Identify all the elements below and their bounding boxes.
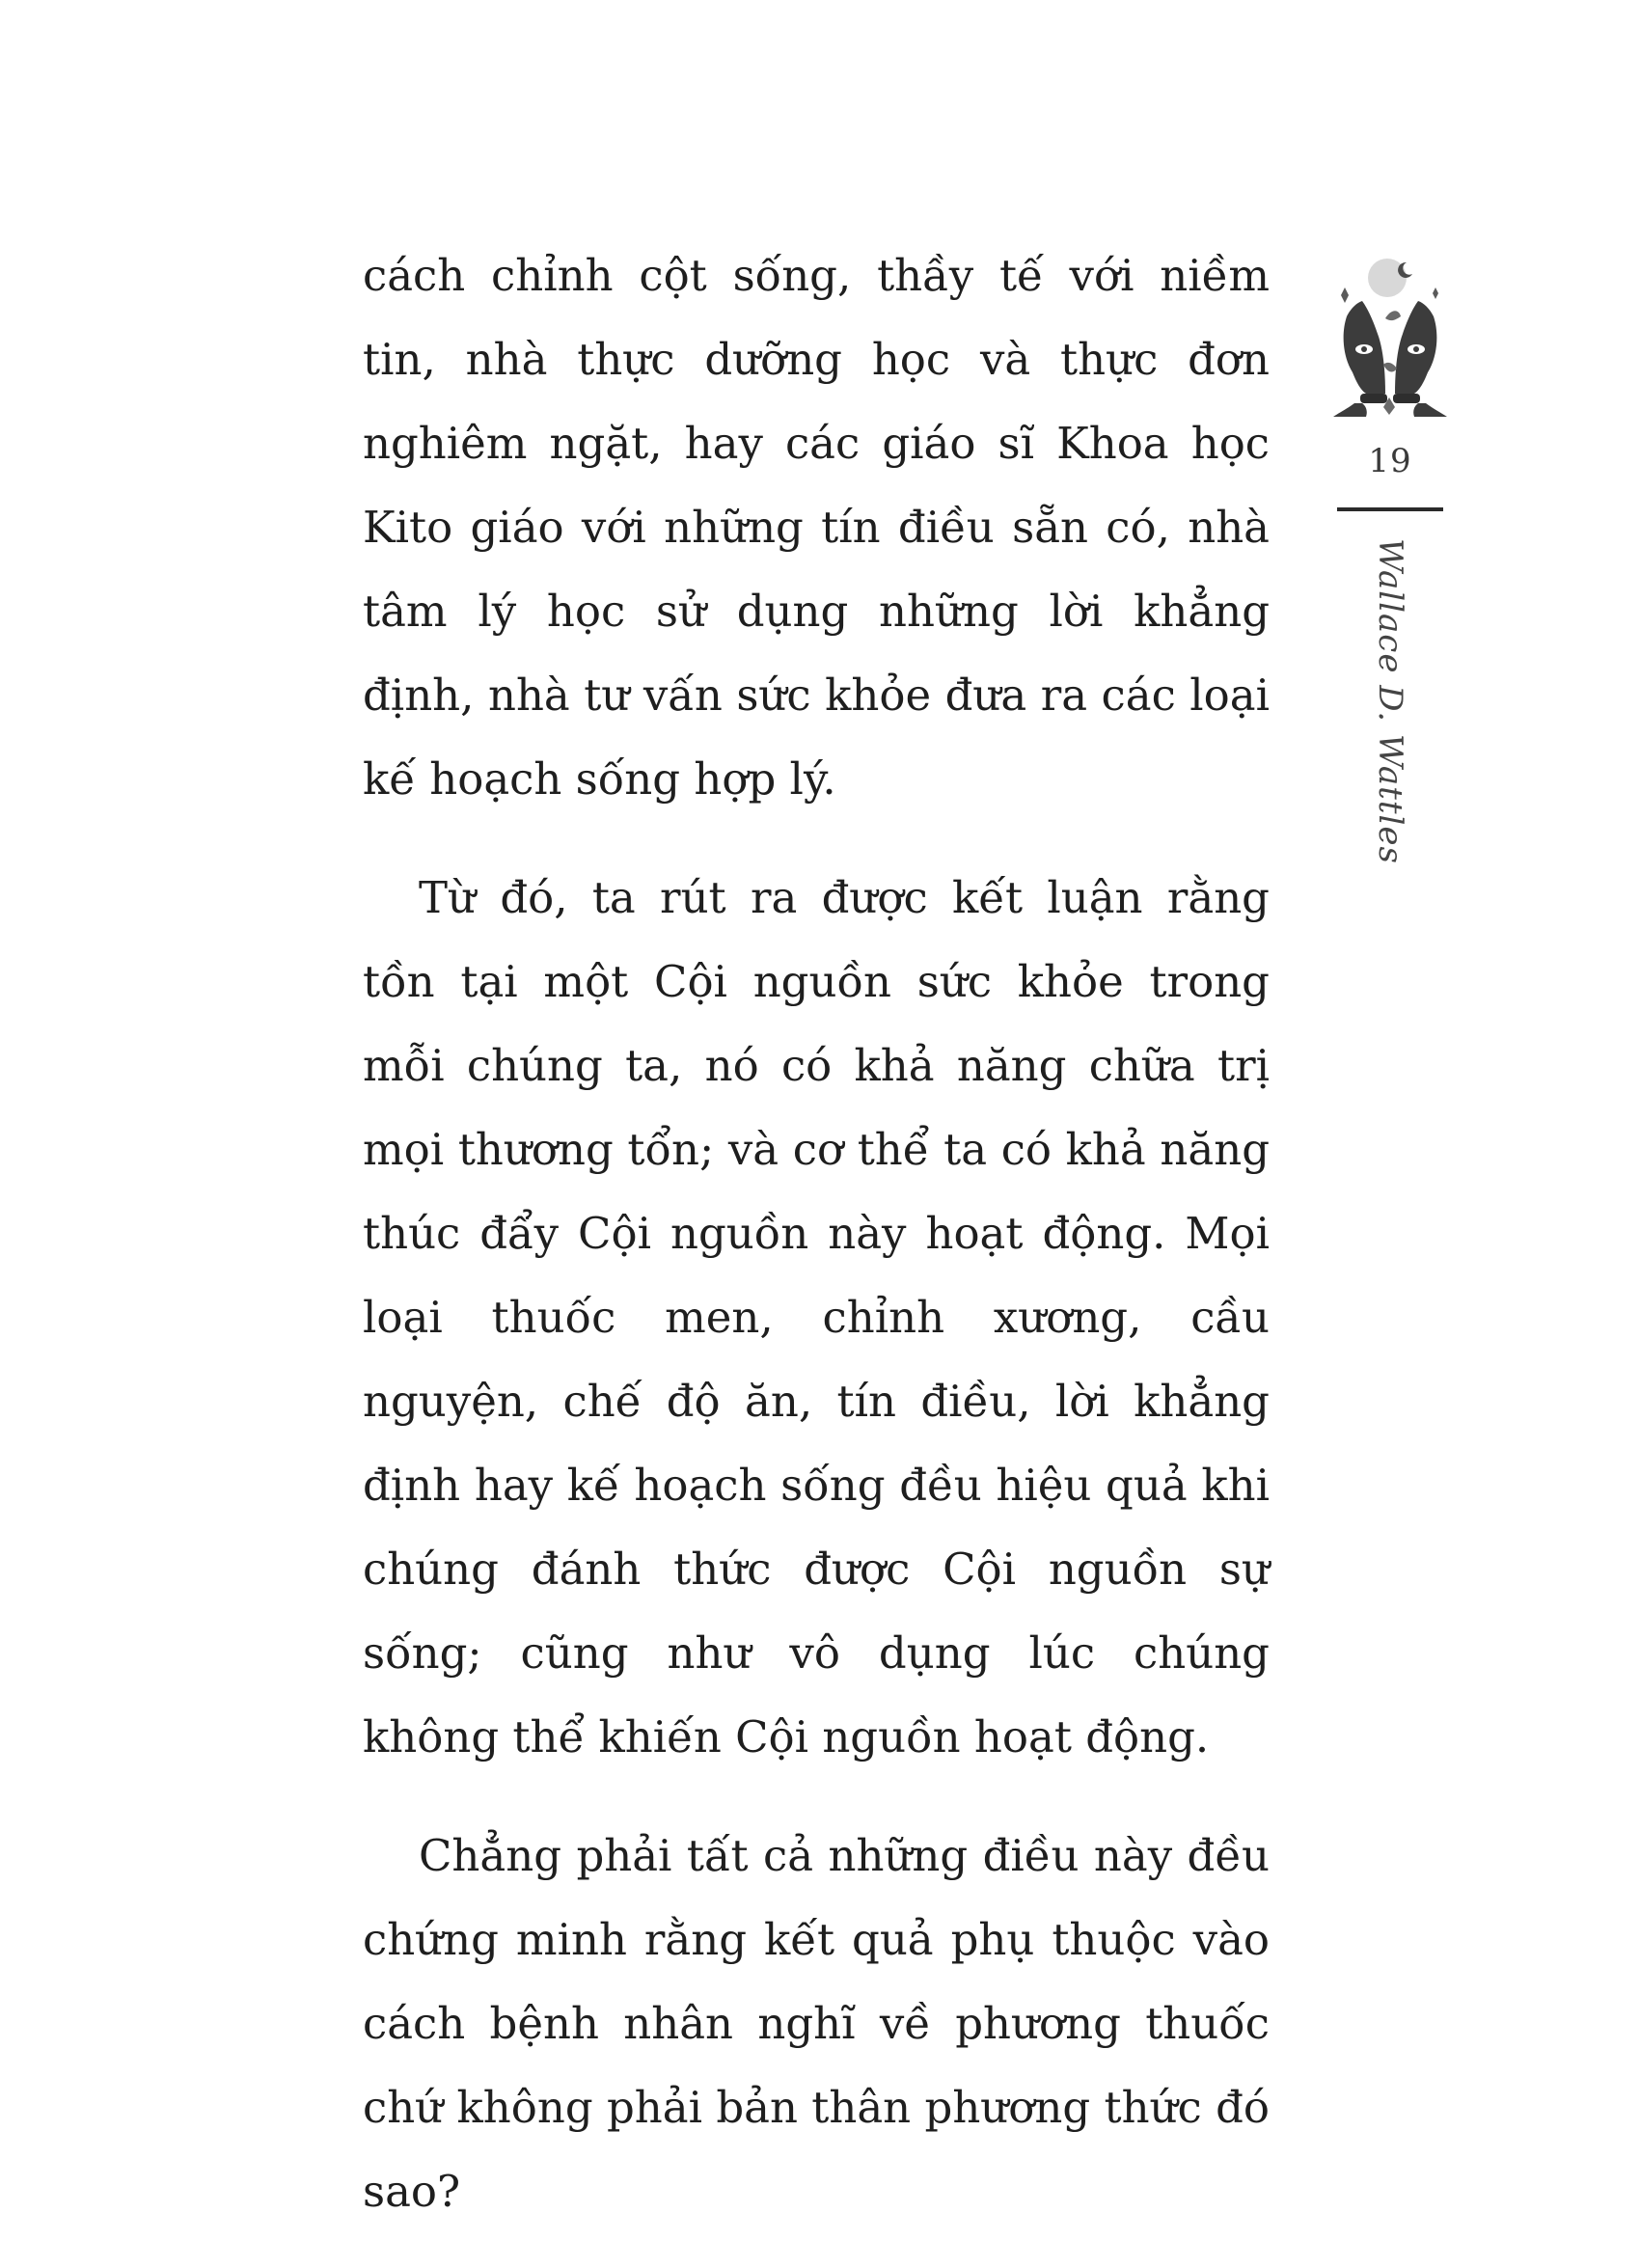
paragraph: Từ đó, ta rút ra được kết luận rằng tồn tại một Cội nguồn sức khỏe trong mỗi chúng ta, nó có khả năng chữa trị mọi thương tổn; và cơ thể ta có khả năng thúc đẩy Cội nguồn này hoạt động. Mọi loại thuốc men, chỉnh xương, cầu nguyện, chế độ ăn, tín điều, lời khẳng định hay kế hoạch sống đều hiệu quả khi chúng đánh thức được Cội nguồn sự sống; cũng như vô dụng lúc chúng không thể khiến Cội nguồn hoạt động.: [363, 872, 1270, 1762]
page-number: 19: [1368, 442, 1412, 480]
divider: [1337, 507, 1443, 511]
praying-hands-icon: [1327, 249, 1453, 423]
running-head: [1327, 249, 1453, 866]
paragraph-continued: cách chỉnh cột sống, thầy tế với niềm tin, nhà thực dưỡng học và thực đơn nghiêm ngặt, hay các giáo sĩ Khoa học Kito giáo với những tín điều sẵn có, nhà tâm lý học sử dụng những lời khẳng định, nhà tư vấn sức khỏe đưa ra các loại kế hoạch sống hợp lý.: [363, 250, 1270, 805]
author-name: Wallace D. Wattles: [1371, 538, 1409, 864]
paragraph: Chẳng phải tất cả những điều này đều chứng minh rằng kết quả phụ thuộc vào cách bệnh nhân nghĩ về phương thuốc chứ không phải bản thân phương thức đó sao?: [363, 1830, 1270, 2217]
body-text: [363, 233, 1270, 2268]
